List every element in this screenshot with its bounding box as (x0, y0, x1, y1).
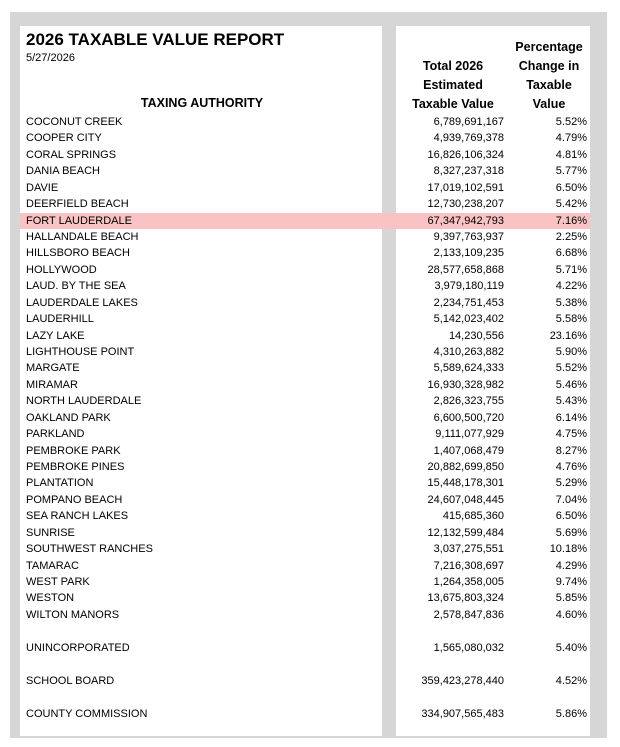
table-row (0, 213, 620, 229)
table-row (0, 443, 620, 459)
percentage-change: 5.46% (555, 378, 587, 391)
authority-name: COUNTY COMMISSION (26, 708, 148, 720)
percentage-change: 5.86% (555, 708, 587, 720)
percentage-change: 5.58% (555, 313, 587, 326)
percentage-change: 4.75% (555, 428, 587, 441)
authority-name: HALLANDALE BEACH (26, 231, 139, 243)
taxable-value: 20,882,699,850 (427, 461, 504, 474)
percentage-change: 23.16% (549, 329, 587, 342)
authority-name: LAZY LAKE (26, 329, 85, 342)
table-row (0, 492, 620, 508)
authority-name: LAUD. BY THE SEA (26, 280, 126, 293)
percentage-change: 5.42% (555, 198, 587, 211)
taxable-value: 3,979,180,119 (434, 280, 504, 293)
table-row (0, 426, 620, 442)
authority-name: SCHOOL BOARD (26, 675, 115, 687)
taxable-value: 5,589,624,333 (433, 362, 504, 375)
authority-name: MIRAMAR (26, 378, 78, 391)
taxable-value: 28,577,658,868 (427, 263, 504, 276)
table-row (0, 130, 620, 146)
percentage-header-line: Change in (518, 59, 580, 73)
authority-name: HILLSBORO BEACH (26, 247, 130, 260)
taxable-value: 8,327,237,318 (433, 165, 504, 178)
taxable-value: 7,216,308,697 (433, 559, 504, 572)
table-row (0, 295, 620, 311)
percentage-change-column-header (508, 38, 590, 114)
table-row (0, 245, 620, 261)
table-row (0, 114, 620, 130)
taxable-value: 4,939,769,378 (433, 132, 504, 145)
taxable-value: 13,675,803,324 (427, 592, 504, 605)
table-row (0, 278, 620, 294)
taxable-value: 1,264,358,005 (433, 576, 504, 589)
percentage-header-line: Percentage (515, 40, 583, 54)
taxable-value: 12,730,238,207 (427, 198, 504, 211)
percentage-change: 8.27% (555, 444, 587, 457)
authority-name: WESTON (26, 592, 75, 605)
table-row (0, 180, 620, 196)
authority-name: PARKLAND (26, 428, 85, 441)
taxable-value: 67,347,942,793 (427, 214, 504, 227)
percentage-change: 4.76% (555, 461, 587, 474)
taxable-value: 2,133,109,235 (433, 247, 504, 260)
percentage-change: 5.38% (555, 296, 587, 309)
percentage-change: 5.40% (555, 642, 587, 654)
table-row (0, 607, 620, 623)
percentage-change: 4.79% (555, 132, 587, 145)
authority-name: SOUTHWEST RANCHES (26, 543, 153, 556)
taxable-value: 9,397,763,937 (433, 231, 504, 243)
table-row (0, 706, 620, 722)
percentage-change: 5.69% (555, 526, 587, 539)
percentage-change: 5.52% (555, 116, 587, 128)
taxable-value-column-header (400, 57, 506, 114)
percentage-change: 6.68% (555, 247, 587, 260)
authority-name: COCONUT CREEK (26, 116, 123, 128)
taxable-value-header-line: Estimated (423, 78, 483, 92)
authority-name: LIGHTHOUSE POINT (26, 346, 135, 359)
percentage-change: 7.16% (555, 214, 587, 227)
taxable-value: 1,407,068,479 (433, 444, 504, 457)
authority-name: UNINCORPORATED (26, 642, 130, 654)
table-row (0, 475, 620, 491)
authority-name: OAKLAND PARK (26, 411, 111, 424)
taxable-value: 359,423,278,440 (421, 675, 504, 687)
table-row (0, 393, 620, 409)
percentage-change: 7.04% (555, 493, 587, 506)
authority-name: WILTON MANORS (26, 608, 120, 621)
percentage-change: 4.52% (555, 675, 587, 687)
taxable-value: 1,565,080,032 (433, 642, 504, 654)
taxable-value: 17,019,102,591 (427, 181, 504, 194)
table-row (0, 229, 620, 245)
authority-name: WEST PARK (26, 576, 90, 589)
authority-name: DEERFIELD BEACH (26, 198, 129, 211)
taxable-value: 2,826,323,755 (433, 395, 504, 408)
percentage-change: 5.43% (555, 395, 587, 408)
percentage-change: 10.18% (549, 543, 587, 556)
table-row (0, 525, 620, 541)
taxable-value: 334,907,565,483 (421, 708, 504, 720)
taxable-value: 16,930,328,982 (427, 378, 504, 391)
percentage-change: 9.74% (555, 576, 587, 589)
taxable-value: 2,578,847,836 (433, 608, 504, 621)
percentage-change: 4.22% (555, 280, 587, 293)
table-row (0, 541, 620, 557)
taxable-value: 5,142,023,402 (433, 313, 504, 326)
table-row (0, 673, 620, 689)
percentage-change: 4.60% (555, 608, 587, 621)
percentage-change: 4.29% (555, 559, 587, 572)
taxable-value: 2,234,751,453 (433, 296, 504, 309)
taxable-value-header-line: Total 2026 (422, 59, 484, 73)
authority-name: NORTH LAUDERDALE (26, 395, 142, 408)
taxable-value: 4,310,263,882 (433, 346, 504, 359)
authority-name: LAUDERHILL (26, 313, 94, 326)
taxable-value: 16,826,106,324 (427, 148, 504, 161)
taxable-value: 24,607,048,445 (427, 493, 504, 506)
taxable-value: 14,230,556 (448, 329, 504, 342)
authority-name: LAUDERDALE LAKES (26, 296, 138, 309)
authority-column-header: TAXING AUTHORITY (140, 96, 264, 110)
percentage-header-line: Value (532, 97, 566, 111)
report-title: 2026 TAXABLE VALUE REPORT (26, 30, 285, 49)
authority-name: PLANTATION (26, 477, 94, 490)
taxable-value: 6,789,691,167 (433, 116, 504, 128)
percentage-change: 5.90% (555, 346, 587, 359)
table-row (0, 590, 620, 606)
percentage-change: 5.52% (555, 362, 587, 375)
table-row (0, 508, 620, 524)
table-row (0, 360, 620, 376)
taxable-value: 3,037,275,551 (433, 543, 504, 556)
table-row (0, 311, 620, 327)
taxable-value-header-line: Taxable Value (412, 97, 494, 111)
table-row (0, 163, 620, 179)
percentage-change: 5.85% (555, 592, 587, 605)
authority-name: SUNRISE (26, 526, 75, 539)
percentage-change: 5.77% (555, 165, 587, 178)
percentage-change: 5.71% (555, 263, 587, 276)
authority-name: SEA RANCH LAKES (26, 510, 129, 523)
taxable-value: 9,111,077,929 (435, 428, 504, 441)
table-row (0, 262, 620, 278)
authority-name: DAVIE (26, 181, 59, 194)
table-row (0, 640, 620, 656)
taxable-value: 6,600,500,720 (433, 411, 504, 424)
percentage-header-line: Taxable (526, 78, 572, 92)
taxable-value: 15,448,178,301 (427, 477, 504, 490)
table-row (0, 410, 620, 426)
table-row (0, 558, 620, 574)
table-row (0, 328, 620, 344)
taxable-value: 12,132,599,484 (427, 526, 504, 539)
authority-name: PEMBROKE PARK (26, 444, 121, 457)
authority-name: MARGATE (26, 362, 80, 375)
authority-name: FORT LAUDERDALE (26, 214, 132, 227)
authority-name: PEMBROKE PINES (26, 461, 125, 474)
authority-name: DANIA BEACH (26, 165, 100, 178)
authority-name: CORAL SPRINGS (26, 148, 117, 161)
percentage-change: 4.81% (555, 148, 587, 161)
authority-name: POMPANO BEACH (26, 493, 123, 506)
taxable-value: 415,685,360 (442, 510, 504, 523)
percentage-change: 6.14% (555, 411, 587, 424)
table-row (0, 147, 620, 163)
authority-name: TAMARAC (26, 559, 79, 572)
percentage-change: 5.29% (555, 477, 587, 490)
table-row (0, 574, 620, 590)
table-row (0, 196, 620, 212)
percentage-change: 6.50% (555, 510, 587, 523)
authority-name: HOLLYWOOD (26, 263, 97, 276)
table-row (0, 344, 620, 360)
report-date: 5/27/2026 (26, 52, 75, 64)
table-row (0, 459, 620, 475)
table-row (0, 377, 620, 393)
authority-name: COOPER CITY (26, 132, 102, 145)
percentage-change: 2.25% (555, 231, 587, 243)
percentage-change: 6.50% (555, 181, 587, 194)
